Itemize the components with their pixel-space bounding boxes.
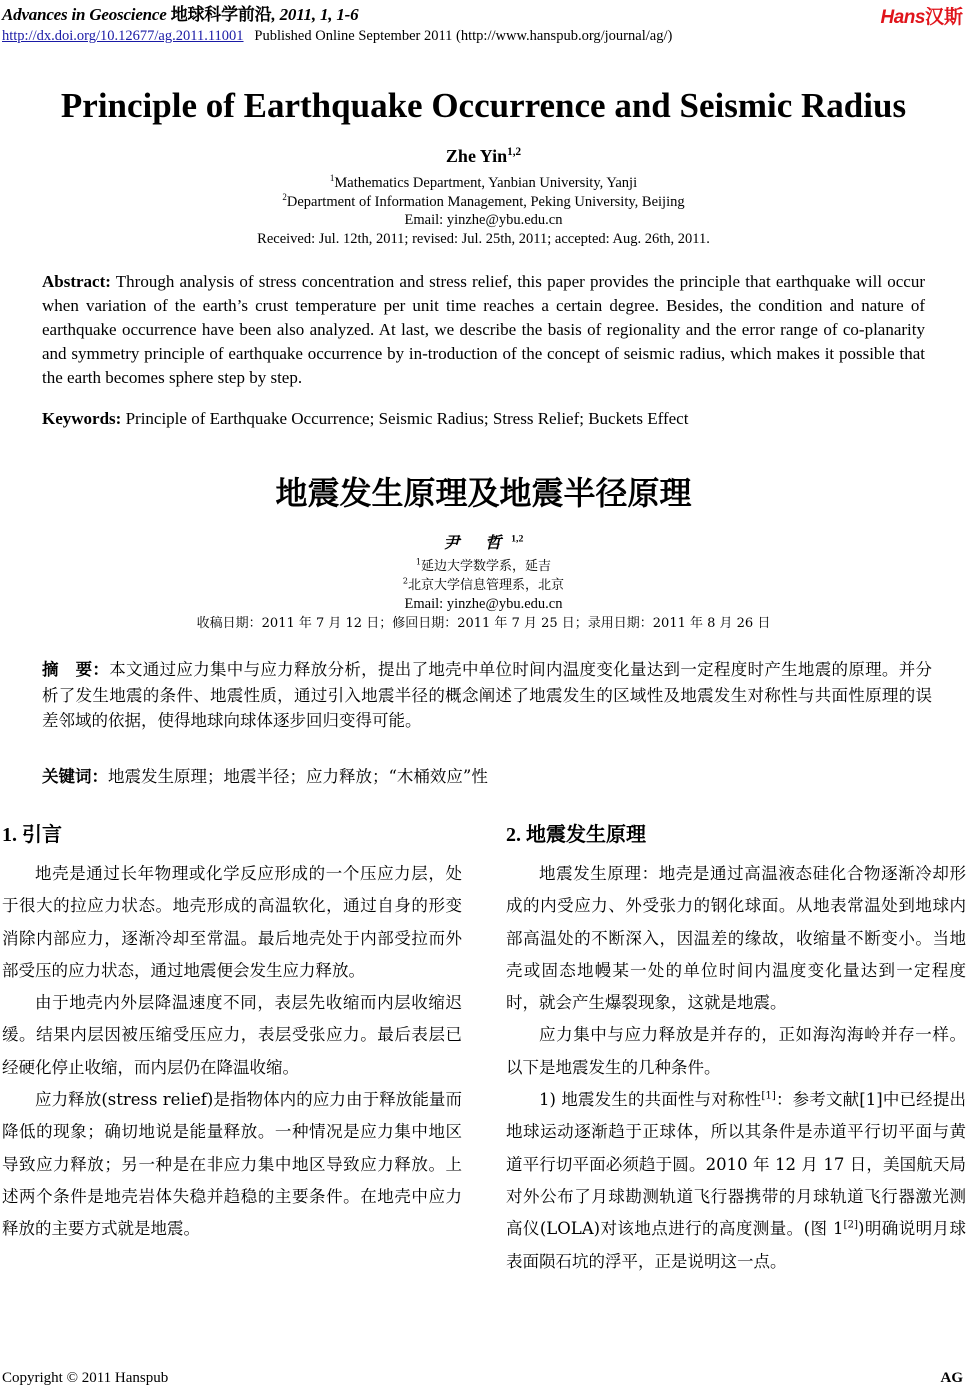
paragraph: 地壳是通过长年物理或化学反应形成的一个压应力层，处于很大的拉应力状态。地壳形成的高温软化，通过自身的形变消除内部应力，逐渐冷却至常温。最后地壳处于内部受拉而外部受压的应力状态，通过地震便会发生应力释放。 xyxy=(2,864,462,980)
published-online: Published Online September 2011 (http://www.hanspub.org/journal/ag/) xyxy=(254,28,673,44)
affiliation-en-2 xyxy=(0,193,967,212)
paper-title-cn: 地震发生原理及地震半径原理 xyxy=(275,474,692,512)
section-number: 1. xyxy=(2,824,17,846)
item-text: 1) 地震发生的共面性与对称性 xyxy=(539,1090,762,1110)
keywords-text-cn: 地震发生原理；地震半径；应力释放；“木桶效应”性 xyxy=(108,767,488,786)
affiliations-cn xyxy=(0,557,967,633)
dates-en: Received: Jul. 12th, 2011; revised: Jul. 25th, 2011; accepted: Aug. 26th, 2011. xyxy=(257,230,710,247)
item-text: ：参考文献[1]中已经提出地球运动逐渐趋于正球体，所以其条件是赤道平行切平面与黄道平行切平面必须趋于圆。2010 年 12 月 17 日，美国航天局对外公布了月球勘测轨道飞行器携带的月球轨道飞行器激光测高仪(LOLA)对该地点进行的高度测量。(图 1 xyxy=(506,1090,966,1239)
section-title: 地震发生原理 xyxy=(526,822,646,846)
journal-name-en: Advances in Geoscience xyxy=(2,5,167,24)
author-name-en: Zhe Yin xyxy=(445,146,508,166)
author-en xyxy=(0,146,967,167)
keywords-label-en: Keywords: xyxy=(42,409,122,428)
aff-sup: 1 xyxy=(329,173,335,184)
author-sup-cn: 1,2 xyxy=(511,533,524,545)
affiliations-en xyxy=(0,174,967,248)
paragraph: 应力释放(stress relief)是指物体内的应力由于释放能量而降低的现象；确切地说是能量释放。一种情况是应力集中地区导致应力释放；另一种是在非应力集中地区导致应力释放。上述两个条件是地壳岩体失稳并趋稳的主要条件。在地壳中应力释放的主要方式就是地震。 xyxy=(2,1090,462,1239)
paper-title-en: Principle of Earthquake Occurrence and Seismic Radius xyxy=(60,86,907,125)
author-name-cn: 尹 哲 xyxy=(443,533,512,552)
section-number: 2. xyxy=(506,824,521,846)
abstract-text-cn: 本文通过应力集中与应力释放分析，提出了地壳中单位时间内温度变化量达到一定程度时产生地震的原理。并分析了发生地震的条件、地震性质，通过引入地震半径的概念阐述了地震发生的区域性及地震发生对称性与共面性原理的误差邻域的依据，使得地球向球体逐步回归变得可能。 xyxy=(42,660,933,730)
citation-ref[interactable]: [2] xyxy=(843,1219,859,1231)
logo-text-en: Hans xyxy=(880,7,925,28)
abstract-label-en: Abstract: xyxy=(42,272,111,291)
paragraph: 应力集中与应力释放是并存的，正如海沟海岭并存一样。以下是地震发生的几种条件。 xyxy=(506,1025,966,1077)
copyright: Copyright © 2011 Hanspub xyxy=(2,1370,169,1386)
abstract-cn xyxy=(42,657,932,734)
author-sup-en: 1,2 xyxy=(507,146,522,158)
abstract-en xyxy=(42,270,925,390)
paragraph-item-1 xyxy=(506,1084,966,1278)
affiliation-cn-1 xyxy=(0,557,967,576)
email-cn: Email: yinzhe@ybu.edu.cn xyxy=(404,596,563,612)
abstract-text-en: Through analysis of stress concentration and stress relief, this paper provides the principle that earthquake will occur when variation of the earth’s crust temperature per unit time reaches a certain degree. Besides, the condition and nature of earthquake occurrence have been also analyzed. At last, we describe the basis of regionality and the error range of co-planarity and symmetry principle of earthquake occurrence by in-troduction of the concept of seismic radius, which makes it possible that the earth becomes sphere step by step. xyxy=(42,272,925,387)
aff-text: 北京大学信息管理系，北京 xyxy=(408,578,565,593)
keywords-label-cn: 关键词： xyxy=(42,767,108,786)
logo-text-cn: 汉斯 xyxy=(924,7,963,28)
doi-link[interactable]: http://dx.doi.org/10.12677/ag.2011.11001 xyxy=(2,28,244,44)
section-heading-1 xyxy=(2,818,62,847)
section-title: 引言 xyxy=(22,822,62,846)
section-1-body xyxy=(2,858,462,1246)
email-en: Email: yinzhe@ybu.edu.cn xyxy=(404,212,563,228)
paragraph: 地震发生原理：地壳是通过高温液态硅化合物逐渐冷却形成的内受应力、外受张力的钢化球面。从地表常温处到地球内部高温处的不断深入，因温差的缘故，收缩量不断变小。当地壳或固态地幔某一处的单位时间内温度变化量达到一定程度时，就会产生爆裂现象，这就是地震。 xyxy=(506,864,966,1013)
affiliation-cn-2 xyxy=(0,576,967,595)
keywords-en xyxy=(42,409,925,429)
aff-text: 延边大学数学系，延吉 xyxy=(421,559,552,574)
abstract-label-cn: 摘 要： xyxy=(42,660,110,679)
journal-name-cn: 地球科学前沿 xyxy=(170,5,272,24)
section-heading-2 xyxy=(506,818,646,847)
dates-cn: 收稿日期：2011 年 7 月 12 日；修回日期：2011 年 7 月 25 日；录用日期：2011 年 8 月 26 日 xyxy=(196,616,771,631)
aff-sup: 1 xyxy=(415,557,422,567)
publication-info xyxy=(2,28,672,45)
item-text: )明确说明月球表面陨石坑的浮平，正是说明这一点。 xyxy=(506,1219,966,1271)
aff-text: Department of Information Management, Peking University, Beijing xyxy=(286,193,685,210)
journal-citation: , 2011, 1, 1-6 xyxy=(271,5,359,24)
journal-abbr: AG xyxy=(940,1370,963,1386)
aff-text: Mathematics Department, Yanbian University, Yanji xyxy=(334,175,638,191)
keywords-cn xyxy=(42,763,932,787)
section-2-body xyxy=(506,858,966,1278)
paragraph: 由于地壳内外层降温速度不同，表层先收缩而内层收缩迟缓。结果内层因被压缩受压应力，表层受张应力。最后表层已经硬化停止收缩，而内层仍在降温收缩。 xyxy=(2,993,462,1077)
keywords-text-en: Principle of Earthquake Occurrence; Seismic Radius; Stress Relief; Buckets Effect xyxy=(121,409,689,428)
author-cn xyxy=(0,530,967,553)
aff-sup: 2 xyxy=(282,191,287,202)
journal-header xyxy=(2,0,358,25)
affiliation-en-1 xyxy=(0,174,967,193)
citation-ref[interactable]: [1] xyxy=(761,1090,776,1102)
aff-sup: 2 xyxy=(402,576,409,586)
hans-logo xyxy=(881,2,963,29)
